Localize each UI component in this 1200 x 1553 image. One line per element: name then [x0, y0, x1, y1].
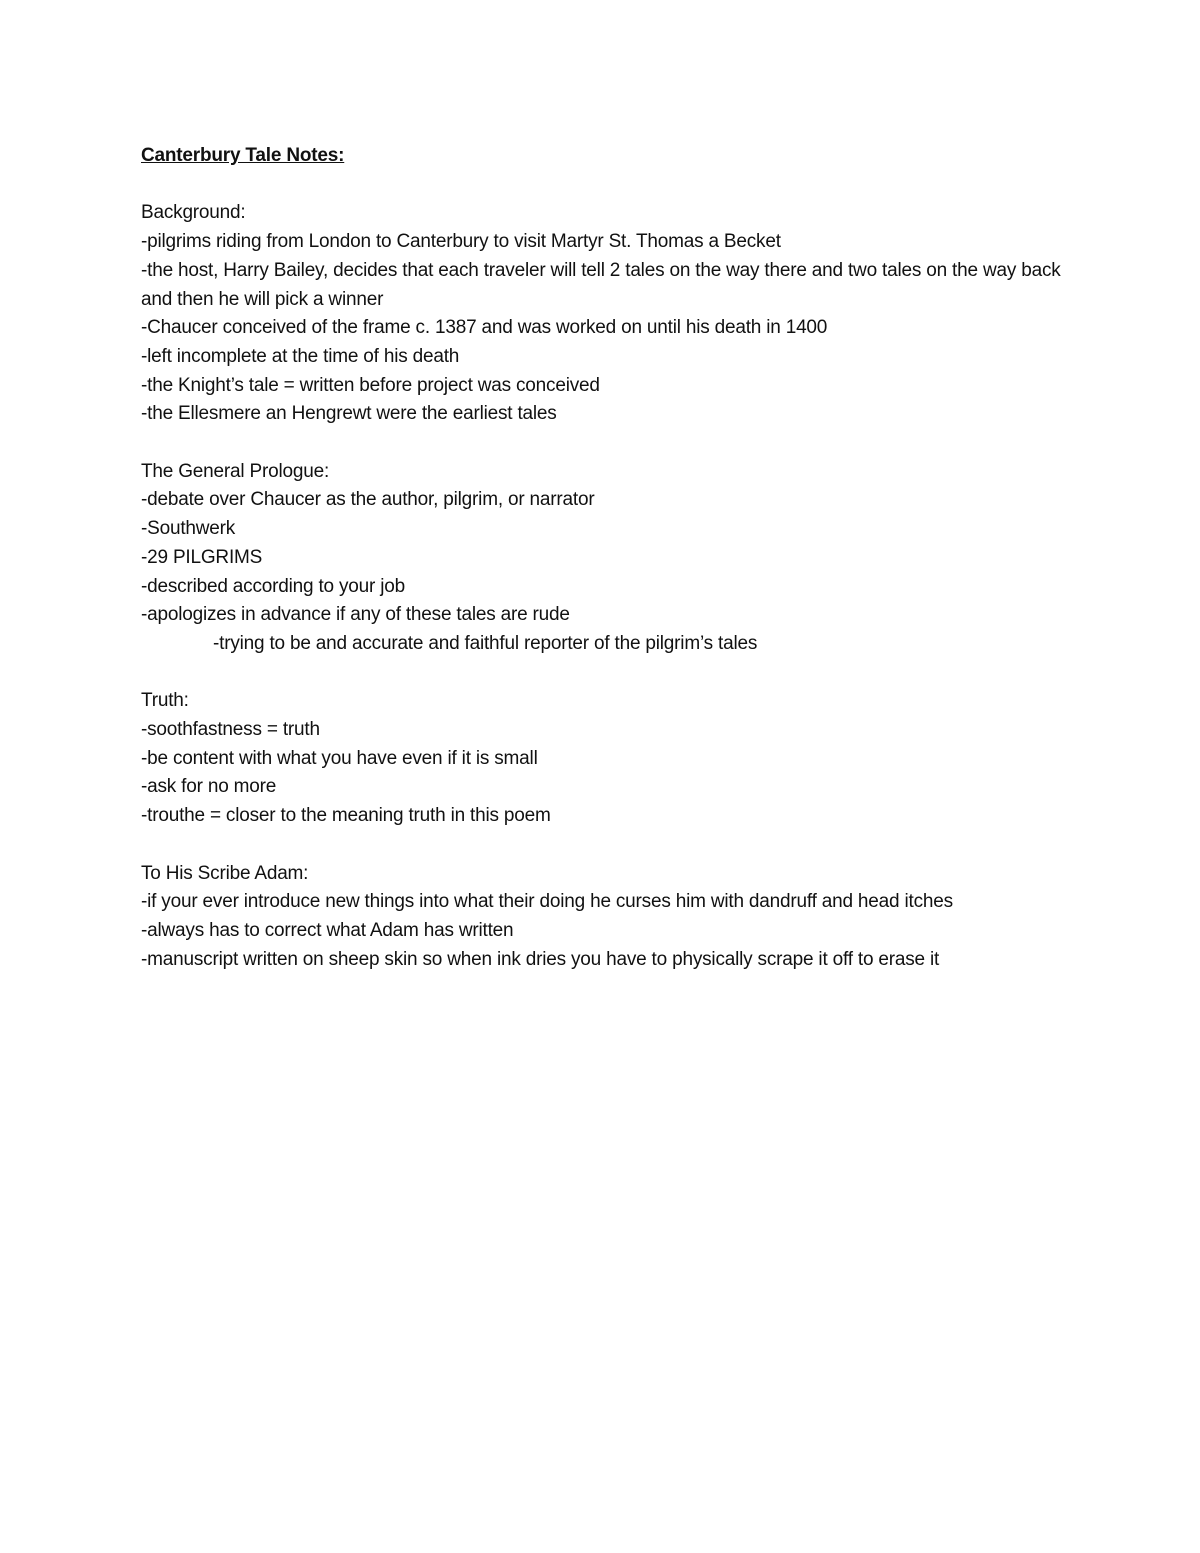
section-scribe-adam: [141, 860, 1071, 975]
note-line: -Southwerk: [141, 518, 236, 540]
note-line: -apologizes in advance if any of these tales are rude: [141, 604, 570, 626]
section-truth: [141, 687, 1071, 831]
section-general-prologue: [141, 458, 1071, 659]
note-line: -the host, Harry Bailey, decides that each traveler will tell 2 tales on the way there and two tales on the way back and then he will pick a winner: [141, 259, 1061, 310]
section-background: [141, 199, 1071, 429]
document-body: [141, 142, 1071, 974]
section-heading: The General Prologue:: [141, 460, 330, 482]
section-heading: Truth:: [141, 690, 189, 712]
spacer: [141, 429, 1071, 458]
note-line: -debate over Chaucer as the author, pilgrim, or narrator: [141, 489, 595, 511]
note-line: -if your ever introduce new things into what their doing he curses him with dandruff and head itches: [141, 891, 953, 913]
spacer: [141, 659, 1071, 688]
spacer: [141, 831, 1071, 860]
note-line: -soothfastness = truth: [141, 719, 320, 741]
note-line: -the Ellesmere an Hengrewt were the earliest tales: [141, 403, 557, 425]
note-line: -29 PILGRIMS: [141, 546, 263, 568]
section-heading: To His Scribe Adam:: [141, 862, 309, 884]
note-subline: -trying to be and accurate and faithful reporter of the pilgrim’s tales: [213, 632, 758, 654]
note-line: -the Knight’s tale = written before project was conceived: [141, 374, 600, 396]
note-line: -ask for no more: [141, 776, 277, 798]
document-title: Canterbury Tale Notes:: [141, 145, 345, 166]
note-line: -described according to your job: [141, 575, 405, 597]
note-line: -Chaucer conceived of the frame c. 1387 and was worked on until his death in 1400: [141, 317, 828, 339]
note-line: -left incomplete at the time of his death: [141, 345, 460, 367]
note-line: -manuscript written on sheep skin so when ink dries you have to physically scrape it off to erase it: [141, 948, 940, 970]
spacer: [141, 171, 1071, 200]
note-line: -pilgrims riding from London to Canterbury to visit Martyr St. Thomas a Becket: [141, 231, 781, 253]
note-line: -always has to correct what Adam has written: [141, 919, 514, 941]
section-heading: Background:: [141, 202, 246, 224]
note-line: -trouthe = closer to the meaning truth in this poem: [141, 805, 551, 827]
note-line: -be content with what you have even if it is small: [141, 747, 538, 769]
